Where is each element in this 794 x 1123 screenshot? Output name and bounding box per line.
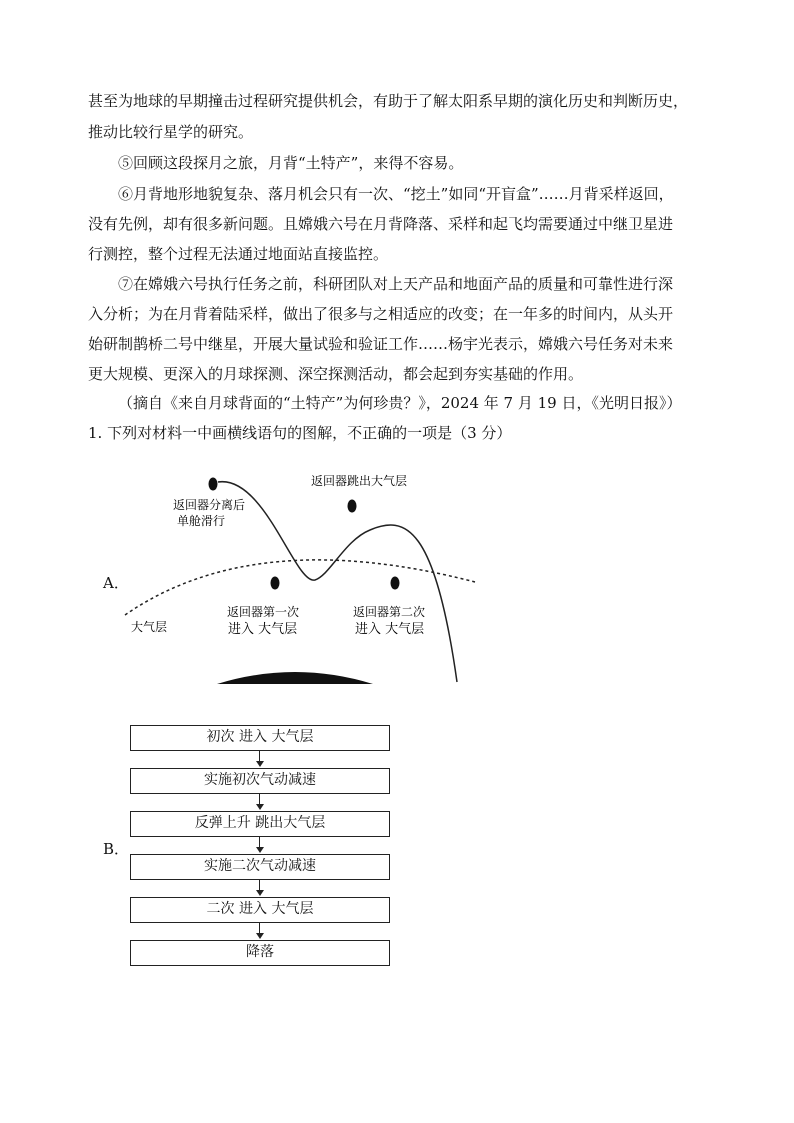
flow-arrowhead-1: [256, 761, 264, 767]
label-separate-line1: 返回器分离后: [173, 498, 246, 512]
option-b-label: B．: [103, 840, 130, 858]
flow-step-skip-out: 反弹上升 跳出大气层: [130, 811, 390, 837]
flow-arrowhead-3: [256, 847, 264, 853]
label-skip-out: 返回器跳出大气层: [311, 474, 408, 488]
flow-step-first-entry: 初次 进入 大气层: [130, 725, 390, 751]
label-first-entry-line2: 进入 大气层: [228, 622, 298, 637]
paragraph-6-line-2: 没有先例，却有很多新问题。且嫦娥六号在月背降落、采样和起飞均需要通过中继卫星进: [88, 215, 674, 233]
flow-arrow-1: [259, 751, 260, 761]
flow-arrow-4: [259, 880, 260, 890]
label-atmosphere: 大气层: [131, 620, 168, 634]
question-stem: 1. 下列对材料一中画横线语句的图解，不正确的一项是（3 分）: [88, 424, 512, 442]
flow-arrowhead-2: [256, 804, 264, 810]
paragraph-7-line-2: 入分析；为在月背着陆采样，做出了很多与之相适应的改变；在一年多的时间内，从头开: [88, 305, 674, 323]
paragraph-7-line-4: 更大规模、更深入的月球探测、深空探测活动，都会起到夯实基础的作用。: [88, 365, 584, 383]
flow-step-second-deceleration: 实施二次气动减速: [130, 854, 390, 880]
flow-arrowhead-4: [256, 890, 264, 896]
reentry-trajectory-diagram: [95, 455, 485, 690]
capsule-second-entry-icon: [391, 577, 400, 590]
earth-shape: [217, 672, 373, 684]
paragraph-6-line-3: 行测控，整个过程无法通过地面站直接监控。: [88, 245, 389, 263]
paragraph-line-2: 推动比较行星学的研究。: [88, 123, 254, 141]
flow-step-second-entry: 二次 进入 大气层: [130, 897, 390, 923]
flow-arrow-5: [259, 923, 260, 933]
paragraph-7-line-3: 始研制鹊桥二号中继星，开展大量试验和验证工作……杨宇光表示，嫦娥六号任务对未来: [88, 335, 674, 353]
label-second-entry-line2: 进入 大气层: [355, 622, 425, 637]
label-separate-line2: 单舱滑行: [177, 514, 226, 528]
flow-arrow-3: [259, 837, 260, 847]
flow-step-landing: 降落: [130, 940, 390, 966]
flow-arrowhead-5: [256, 933, 264, 939]
trajectory-curve: [218, 482, 457, 682]
capsule-skip-out-icon: [348, 500, 357, 513]
label-second-entry-line1: 返回器第二次: [353, 605, 426, 619]
capsule-separation-icon: [209, 478, 218, 491]
flow-arrow-2: [259, 794, 260, 804]
paragraph-6-line-1: ⑥月背地形地貌复杂、落月机会只有一次、“挖土”如同“开盲盒”……月背采样返回，: [118, 185, 674, 203]
paragraph-line-1: 甚至为地球的早期撞击过程研究提供机会，有助于了解太阳系早期的演化历史和判断历史，: [88, 92, 689, 110]
source-citation: （摘自《来自月球背面的“土特产”为何珍贵？》，2024 年 7 月 19 日，《光明日报》）: [118, 394, 682, 412]
flow-step-first-deceleration: 实施初次气动减速: [130, 768, 390, 794]
option-a-label: A．: [103, 574, 129, 592]
capsule-first-entry-icon: [271, 577, 280, 590]
paragraph-7-line-1: ⑦在嫦娥六号执行任务之前，科研团队对上天产品和地面产品的质量和可靠性进行深: [118, 275, 674, 293]
label-first-entry-line1: 返回器第一次: [227, 605, 300, 619]
paragraph-5: ⑤回顾这段探月之旅，月背“土特产”，来得不容易。: [118, 154, 464, 172]
